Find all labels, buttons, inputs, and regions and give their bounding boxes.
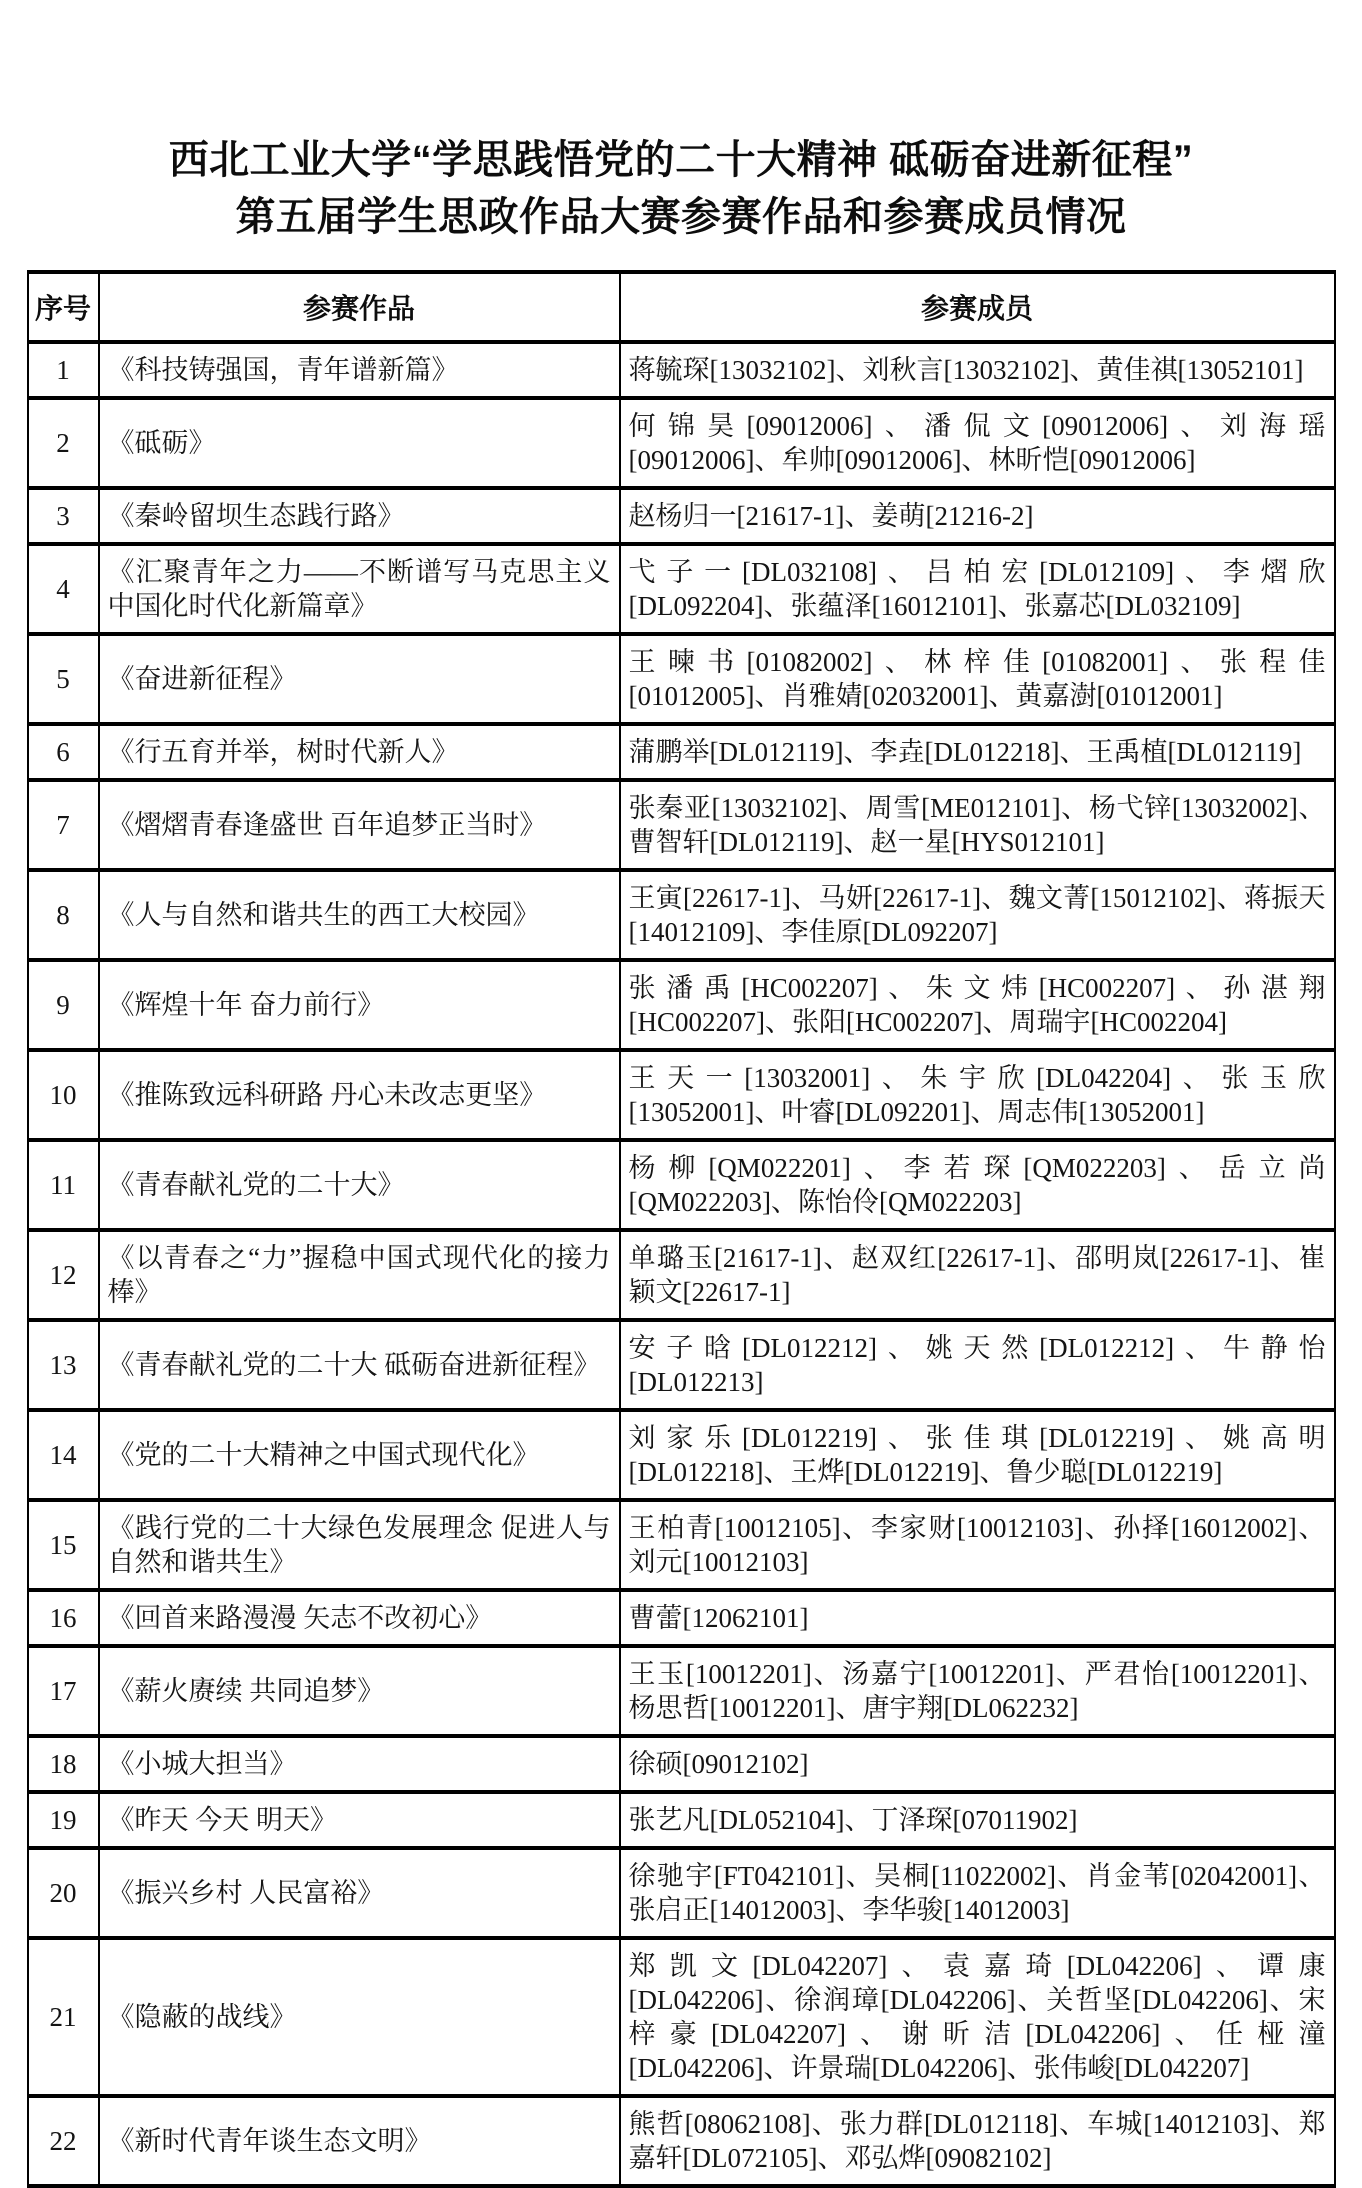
cell-row-number: 19 [28,1792,99,1848]
table-row [28,1410,1335,1500]
cell-work-title: 《新时代青年谈生态文明》 [99,2096,620,2186]
table-row [28,544,1335,634]
entries-table-body [28,342,1335,2186]
cell-members: 王天一[13032001]、朱宇欣[DL042204]、张玉欣[13052001]、叶睿[DL092201]、周志伟[13052001] [620,1050,1335,1140]
table-row [28,780,1335,870]
cell-members: 赵杨归一[21617-1]、姜萌[21216-2] [620,488,1335,544]
cell-members: 熊哲[08062108]、张力群[DL012118]、车城[14012103]、郑嘉轩[DL072105]、邓弘烨[09082102] [620,2096,1335,2186]
cell-members: 王柏青[10012105]、李家财[10012103]、孙择[16012002]、刘元[10012103] [620,1500,1335,1590]
cell-row-number: 9 [28,960,99,1050]
cell-work-title: 《小城大担当》 [99,1736,620,1792]
table-row [28,1500,1335,1590]
table-row [28,488,1335,544]
cell-members: 徐驰宇[FT042101]、吴桐[11022002]、肖金苇[02042001]、张启正[14012003]、李华骏[14012003] [620,1848,1335,1938]
cell-row-number: 16 [28,1590,99,1646]
cell-work-title: 《熠熠青春逢盛世 百年追梦正当时》 [99,780,620,870]
cell-row-number: 10 [28,1050,99,1140]
table-row [28,2096,1335,2186]
cell-row-number: 2 [28,398,99,488]
cell-members: 王玉[10012201]、汤嘉宁[10012201]、严君怡[10012201]、杨思哲[10012201]、唐宇翔[DL062232] [620,1646,1335,1736]
col-header-members: 参赛成员 [620,272,1335,342]
table-row [28,634,1335,724]
table-row [28,398,1335,488]
document-title [0,0,1362,246]
cell-work-title: 《党的二十大精神之中国式现代化》 [99,1410,620,1500]
cell-row-number: 13 [28,1320,99,1410]
cell-work-title: 《奋进新征程》 [99,634,620,724]
cell-work-title: 《回首来路漫漫 矢志不改初心》 [99,1590,620,1646]
cell-work-title: 《科技铸强国，青年谱新篇》 [99,342,620,398]
table-row [28,1848,1335,1938]
cell-work-title: 《薪火赓续 共同追梦》 [99,1646,620,1736]
cell-work-title: 《青春献礼党的二十大》 [99,1140,620,1230]
table-row [28,1050,1335,1140]
document-title-line2: 第五届学生思政作品大赛参赛作品和参赛成员情况 [235,195,1127,239]
cell-work-title: 《践行党的二十大绿色发展理念 促进人与自然和谐共生》 [99,1500,620,1590]
table-row [28,1736,1335,1792]
table-row [28,870,1335,960]
table-row [28,724,1335,780]
col-header-index: 序号 [28,272,99,342]
table-row [28,1140,1335,1230]
cell-work-title: 《隐蔽的战线》 [99,1938,620,2096]
cell-members: 张潘禹[HC002207]、朱文炜[HC002207]、孙湛翔[HC002207]、张阳[HC002207]、周瑞宇[HC002204] [620,960,1335,1050]
cell-members: 弋子一[DL032108]、吕柏宏[DL012109]、李熠欣[DL092204]、张蕴泽[16012101]、张嘉芯[DL032109] [620,544,1335,634]
cell-row-number: 1 [28,342,99,398]
cell-work-title: 《昨天 今天 明天》 [99,1792,620,1848]
cell-row-number: 14 [28,1410,99,1500]
cell-members: 郑凯文[DL042207]、袁嘉琦[DL042206]、谭康[DL042206]、徐润璋[DL042206]、关哲坚[DL042206]、宋梓豪[DL042207]、谢昕洁[DL042206]、任桠潼[DL042206]、许景瑞[DL042206]、张伟峻[DL042207] [620,1938,1335,2096]
cell-work-title: 《青春献礼党的二十大 砥砺奋进新征程》 [99,1320,620,1410]
cell-work-title: 《振兴乡村 人民富裕》 [99,1848,620,1938]
cell-row-number: 20 [28,1848,99,1938]
cell-work-title: 《秦岭留坝生态践行路》 [99,488,620,544]
table-row [28,1230,1335,1320]
cell-row-number: 4 [28,544,99,634]
cell-work-title: 《砥砺》 [99,398,620,488]
cell-row-number: 7 [28,780,99,870]
cell-row-number: 6 [28,724,99,780]
cell-row-number: 12 [28,1230,99,1320]
cell-members: 徐硕[09012102] [620,1736,1335,1792]
document-title-line1: 西北工业大学“学思践悟党的二十大精神 砥砺奋进新征程” [168,138,1194,182]
cell-members: 杨柳[QM022201]、李若琛[QM022203]、岳立尚[QM022203]、陈怡伶[QM022203] [620,1140,1335,1230]
cell-members: 蒲鹏举[DL012119]、李垚[DL012218]、王禹植[DL012119] [620,724,1335,780]
table-row [28,1320,1335,1410]
table-row [28,960,1335,1050]
entries-table-header [28,272,1335,342]
cell-work-title: 《人与自然和谐共生的西工大校园》 [99,870,620,960]
cell-work-title: 《汇聚青年之力——不断谱写马克思主义中国化时代化新篇章》 [99,544,620,634]
cell-row-number: 3 [28,488,99,544]
cell-work-title: 《推陈致远科研路 丹心未改志更坚》 [99,1050,620,1140]
cell-members: 蒋毓琛[13032102]、刘秋言[13032102]、黄佳祺[13052101] [620,342,1335,398]
table-row [28,1938,1335,2096]
cell-members: 曹蕾[12062101] [620,1590,1335,1646]
cell-row-number: 5 [28,634,99,724]
cell-work-title: 《以青春之“力”握稳中国式现代化的接力棒》 [99,1230,620,1320]
cell-work-title: 《辉煌十年 奋力前行》 [99,960,620,1050]
cell-members: 安子晗[DL012212]、姚天然[DL012212]、牛静怡[DL012213] [620,1320,1335,1410]
cell-members: 王暕书[01082002]、林梓佳[01082001]、张程佳[01012005]、肖雅婧[02032001]、黄嘉澍[01012001] [620,634,1335,724]
cell-row-number: 21 [28,1938,99,2096]
cell-row-number: 17 [28,1646,99,1736]
cell-members: 张秦亚[13032102]、周雪[ME012101]、杨弋锌[13032002]、曹智轩[DL012119]、赵一星[HYS012101] [620,780,1335,870]
cell-row-number: 18 [28,1736,99,1792]
cell-members: 王寅[22617-1]、马妍[22617-1]、魏文菁[15012102]、蒋振天[14012109]、李佳原[DL092207] [620,870,1335,960]
col-header-work: 参赛作品 [99,272,620,342]
entries-table [27,270,1336,2188]
cell-members: 单璐玉[21617-1]、赵双红[22617-1]、邵明岚[22617-1]、崔颖文[22617-1] [620,1230,1335,1320]
cell-members: 张艺凡[DL052104]、丁泽琛[07011902] [620,1792,1335,1848]
cell-work-title: 《行五育并举，树时代新人》 [99,724,620,780]
cell-members: 刘家乐[DL012219]、张佳琪[DL012219]、姚高明[DL012218]、王烨[DL012219]、鲁少聪[DL012219] [620,1410,1335,1500]
cell-members: 何锦昊[09012006]、潘侃文[09012006]、刘海瑶[09012006]、牟帅[09012006]、林昕恺[09012006] [620,398,1335,488]
table-row [28,1646,1335,1736]
table-row [28,342,1335,398]
table-row [28,1792,1335,1848]
cell-row-number: 11 [28,1140,99,1230]
table-row [28,1590,1335,1646]
cell-row-number: 22 [28,2096,99,2186]
cell-row-number: 8 [28,870,99,960]
header-row [28,272,1335,342]
cell-row-number: 15 [28,1500,99,1590]
